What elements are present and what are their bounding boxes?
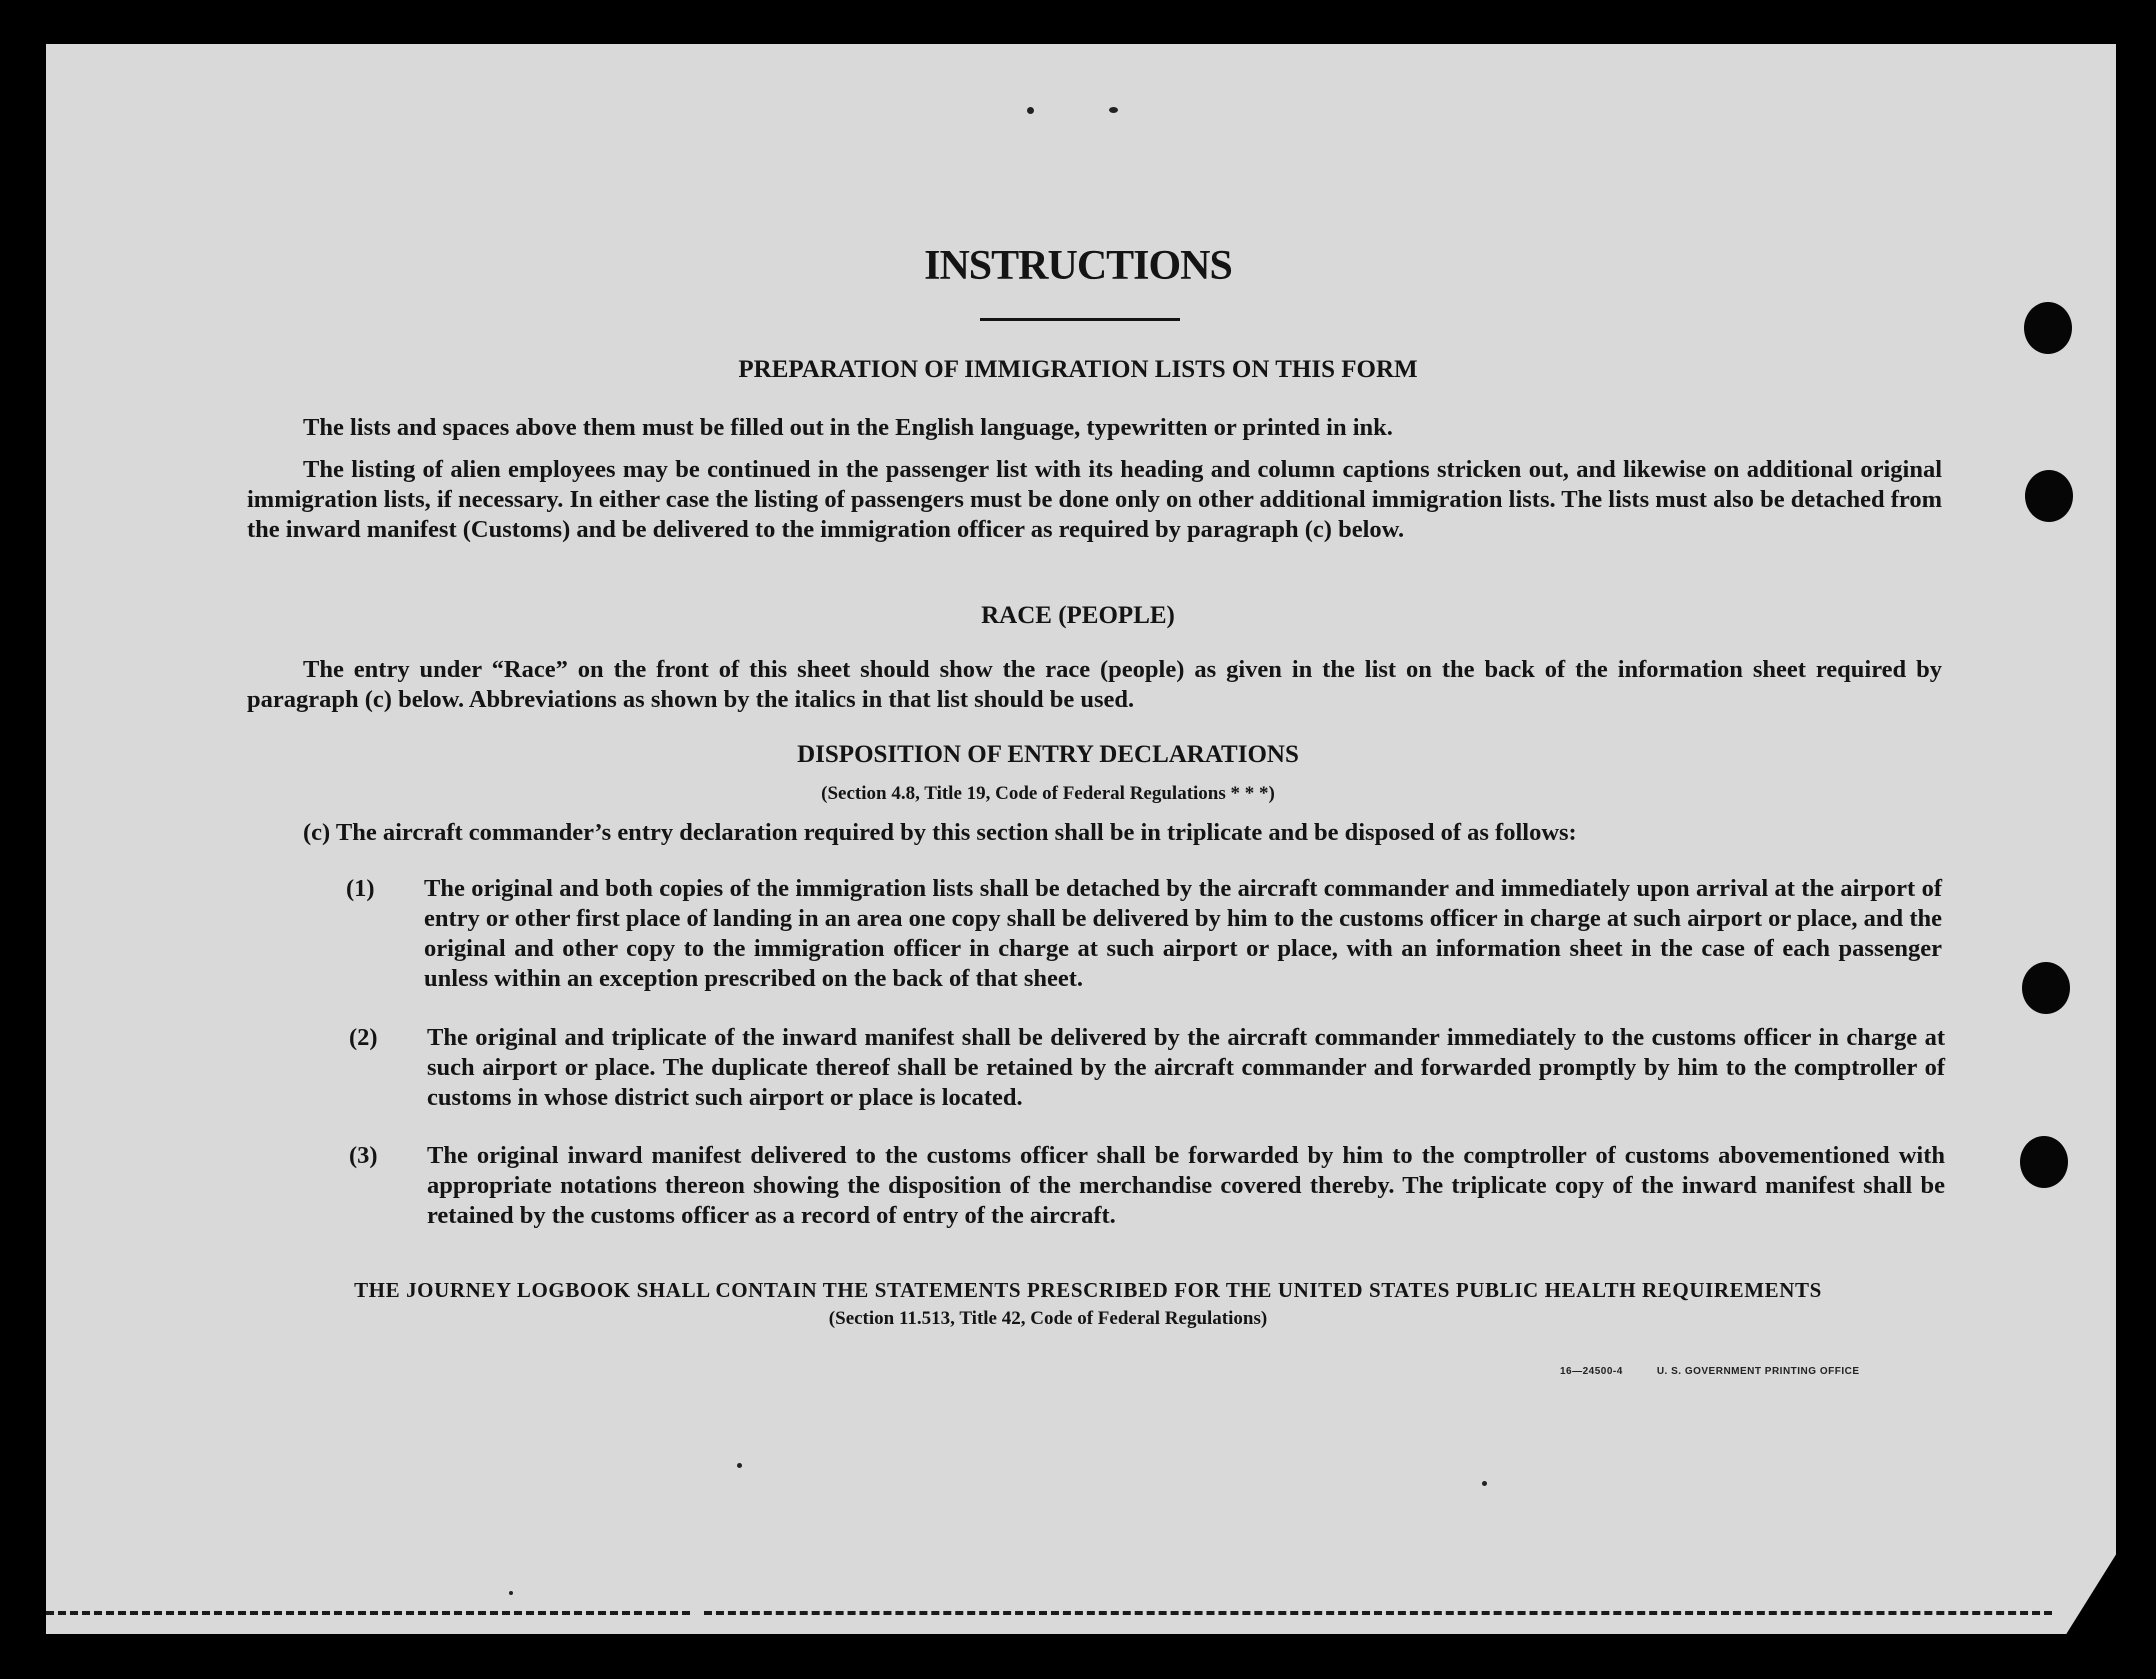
race-paragraph: The entry under “Race” on the front of this sheet should show the race (people) as given in the list on the back of the information sheet required by paragraph (c) below. Abbreviations as shown by the italics in that list should be used.: [247, 656, 1942, 713]
disposition-citation: (Section 4.8, Title 19, Code of Federal Regulations * * *): [821, 783, 1275, 804]
footer-citation: (Section 11.513, Title 42, Code of Federal Regulations): [828, 1308, 1268, 1329]
disposition-item-3: [349, 1141, 1945, 1231]
punch-hole: [2020, 1136, 2068, 1188]
speck: [1482, 1481, 1487, 1486]
race-heading: RACE (PEOPLE): [981, 602, 1175, 629]
item-number: (2): [349, 1024, 378, 1051]
punch-hole: [2025, 470, 2073, 522]
preparation-heading: PREPARATION OF IMMIGRATION LISTS ON THIS FORM: [738, 356, 1418, 383]
item-text: The original and both copies of the immigration lists shall be detached by the aircraft commander and immediately upon arrival at the airport of entry or other first place of landing in an area one copy shall be delivered by him to the customs officer in charge at such airport or place, and the original and other copy to the immigration officer in charge at such airport or place, with an information sheet in the case of each passenger unless within an exception prescribed on the back of that sheet.: [424, 875, 1942, 992]
perforation-right: [704, 1611, 2052, 1615]
punch-hole: [2022, 962, 2070, 1014]
punch-hole: [2024, 302, 2072, 354]
perforation-left: [46, 1611, 690, 1615]
print-code: 16—24500-4: [1560, 1366, 1623, 1377]
preparation-paragraph-2: The listing of alien employees may be continued in the passenger list with its heading and column captions stricken out, and likewise on additional original immigration lists, if necessary. In either case the listing of passengers must be done only on other additional immigration lists. The lists must also be detached from the inward manifest (Customs) and be delivered to the immigration officer as required by paragraph (c) below.: [247, 456, 1942, 543]
footer-statement: THE JOURNEY LOGBOOK SHALL CONTAIN THE STATEMENTS PRESCRIBED FOR THE UNITED STATES PUBLIC HEALTH REQUIREMENTS: [354, 1278, 1822, 1302]
item-text: The original and triplicate of the inward manifest shall be delivered by the aircraft commander immediately to the customs officer in charge at such airport or place. The duplicate thereof shall be retained by the aircraft commander and forwarded promptly by him to the comptroller of customs in whose district such airport or place is located.: [427, 1024, 1945, 1111]
item-number: (3): [349, 1142, 378, 1169]
item-number: (1): [346, 875, 375, 902]
speck: [509, 1591, 513, 1595]
speck: [1027, 107, 1034, 114]
disposition-heading: DISPOSITION OF ENTRY DECLARATIONS: [797, 741, 1299, 768]
printer-name: U. S. GOVERNMENT PRINTING OFFICE: [1656, 1366, 1860, 1377]
printer-imprint: [1560, 1366, 1894, 1377]
item-text: The original inward manifest delivered to the customs officer shall be forwarded by him to the comptroller of customs abovementioned with appropriate notations thereon showing the disposition of the merchandise covered thereby. The triplicate copy of the inward manifest shall be retained by the customs officer as a record of entry of the aircraft.: [427, 1142, 1945, 1229]
disposition-intro: (c) The aircraft commander’s entry declaration required by this section shall be in triplicate and be disposed of as follows:: [303, 819, 1577, 846]
speck: [737, 1463, 742, 1468]
disposition-item-2: [349, 1023, 1945, 1113]
disposition-item-1: [346, 874, 1942, 994]
preparation-paragraph-1: The lists and spaces above them must be filled out in the English language, typewritten or printed in ink.: [303, 414, 1393, 441]
page-title: INSTRUCTIONS: [924, 243, 1232, 289]
title-underline: [980, 318, 1180, 321]
speck: [1109, 107, 1118, 113]
